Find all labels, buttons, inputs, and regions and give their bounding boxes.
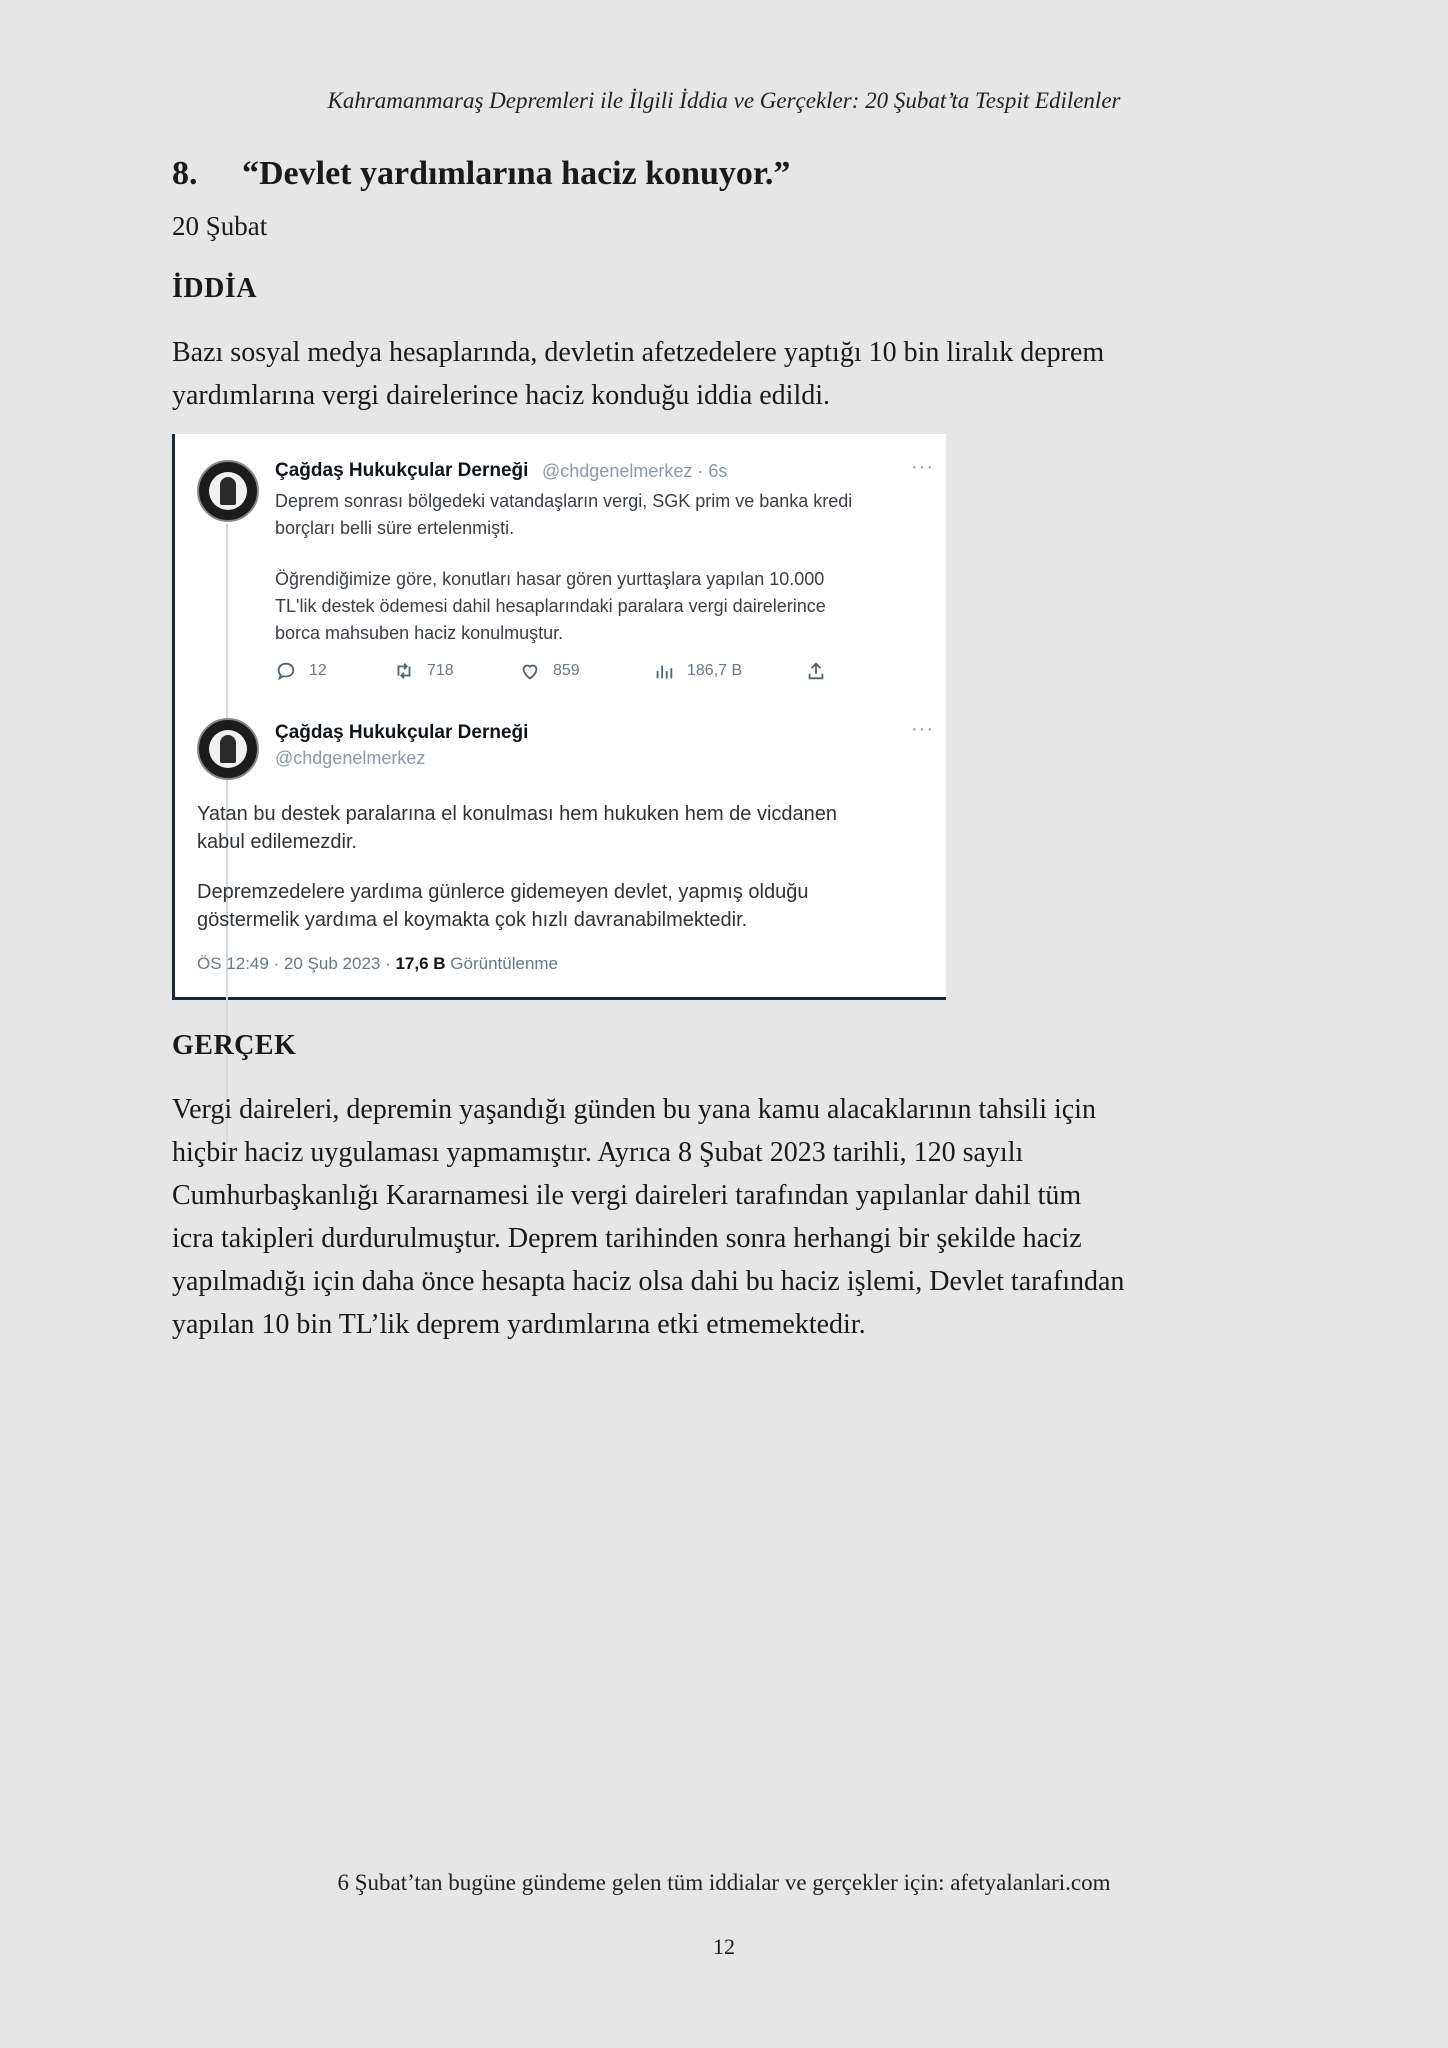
item-number: 8.	[172, 155, 198, 192]
fact-line: Vergi daireleri, depremin yaşandığı günden bu yana kamu alacaklarının tahsili için	[172, 1094, 1096, 1125]
tweet-text	[197, 800, 837, 856]
views-total: 17,6 B	[395, 954, 446, 973]
item-title: “Devlet yardımlarına haciz konuyor.”	[242, 155, 791, 192]
fact-label: GERÇEK	[172, 1030, 297, 1061]
views-label: Görüntülenme	[445, 954, 559, 973]
more-icon[interactable]: ···	[911, 718, 934, 740]
tweet-text-line: borçları belli süre ertelenmişti.	[275, 518, 515, 538]
tweet-text-line: TL'lik destek ödemesi dahil hesaplarındaki paralara vergi dairelerince	[275, 596, 826, 616]
avatar	[197, 718, 259, 780]
tweet-text-line: kabul edilemezdir.	[197, 831, 358, 853]
views-chart-icon	[653, 660, 675, 682]
fact-line: icra takipleri durdurulmuştur. Deprem tarihinden sonra herhangi bir şekilde haciz	[172, 1223, 1082, 1254]
tweet-timestamp	[197, 954, 558, 974]
item-date: 20 Şubat	[172, 211, 268, 241]
retweet-button[interactable]	[393, 660, 454, 682]
tweet-text	[275, 488, 852, 542]
tweet-actions	[275, 660, 835, 690]
views-button[interactable]	[653, 660, 742, 682]
tweet-handle-time: @chdgenelmerkez · 6s	[542, 461, 728, 481]
heart-icon	[519, 660, 541, 682]
tweet-text-line: Depremzedelere yardıma günlerce gidemeyen devlet, yapmış olduğu	[197, 881, 809, 903]
tweet-handle: @chdgenelmerkez	[275, 748, 426, 768]
tweet-text-line: Öğrendiğimize göre, konutları hasar gören yurttaşlara yapılan 10.000	[275, 569, 825, 589]
timestamp-text: ÖS 12:49 · 20 Şub 2023 ·	[197, 954, 396, 973]
page-number: 12	[713, 1934, 735, 1959]
item-heading	[172, 155, 790, 193]
tweet-text	[275, 566, 826, 647]
claim-line: yardımlarına vergi dairelerince haciz konduğu iddia edildi.	[172, 380, 831, 411]
share-button[interactable]	[805, 660, 827, 682]
more-icon[interactable]: ···	[911, 456, 934, 478]
retweet-count: 718	[427, 662, 454, 679]
tweet-screenshot	[172, 434, 946, 1000]
tweet-text-line: Deprem sonrası bölgedeki vatandaşların vergi, SGK prim ve banka kredi	[275, 491, 853, 511]
fact-line: yapılmadığı için daha önce hesapta haciz olsa dahi bu haciz işlemi, Devlet tarafından	[172, 1266, 1125, 1297]
like-button[interactable]	[519, 660, 580, 682]
claim-paragraph	[172, 331, 1282, 417]
claim-line: Bazı sosyal medya hesaplarında, devletin afetzedelere yaptığı 10 bin liralık deprem	[172, 337, 1105, 368]
claim-label: İDDİA	[172, 273, 257, 304]
tweet-author-name: Çağdaş Hukukçular Derneği	[275, 460, 529, 481]
avatar	[197, 460, 259, 522]
fact-line: yapılan 10 bin TL’lik deprem yardımlarına etki etmemektedir.	[172, 1309, 866, 1340]
like-count: 859	[553, 662, 580, 679]
reply-count: 12	[309, 662, 327, 679]
tweet-text	[197, 878, 808, 934]
fact-line: hiçbir haciz uygulaması yapmamıştır. Ayrıca 8 Şubat 2023 tarihli, 120 sayılı	[172, 1137, 1024, 1168]
running-header: Kahramanmaraş Depremleri ile İlgili İddia ve Gerçekler: 20 Şubat’ta Tespit Edilenler	[327, 88, 1121, 113]
retweet-icon	[393, 660, 415, 682]
fact-line: Cumhurbaşkanlığı Kararnamesi ile vergi daireleri tarafından yapılanlar dahil tüm	[172, 1180, 1082, 1211]
share-icon	[805, 660, 827, 682]
tweet-author-name: Çağdaş Hukukçular Derneği	[275, 722, 529, 743]
tweet-text-line: Yatan bu destek paralarına el konulması hem hukuken hem de vicdanen	[197, 803, 838, 825]
tweet-text-line: borca mahsuben haciz konulmuştur.	[275, 623, 564, 643]
tweet-text-line: göstermelik yardıma el koymakta çok hızlı davranabilmektedir.	[197, 909, 748, 931]
reply-icon	[275, 660, 297, 682]
fact-paragraph	[172, 1088, 1282, 1346]
footer-text: 6 Şubat’tan bugüne gündeme gelen tüm iddialar ve gerçekler için: afetyalanlari.com	[337, 1870, 1111, 1895]
reply-button[interactable]	[275, 660, 327, 682]
views-count: 186,7 B	[687, 662, 743, 679]
